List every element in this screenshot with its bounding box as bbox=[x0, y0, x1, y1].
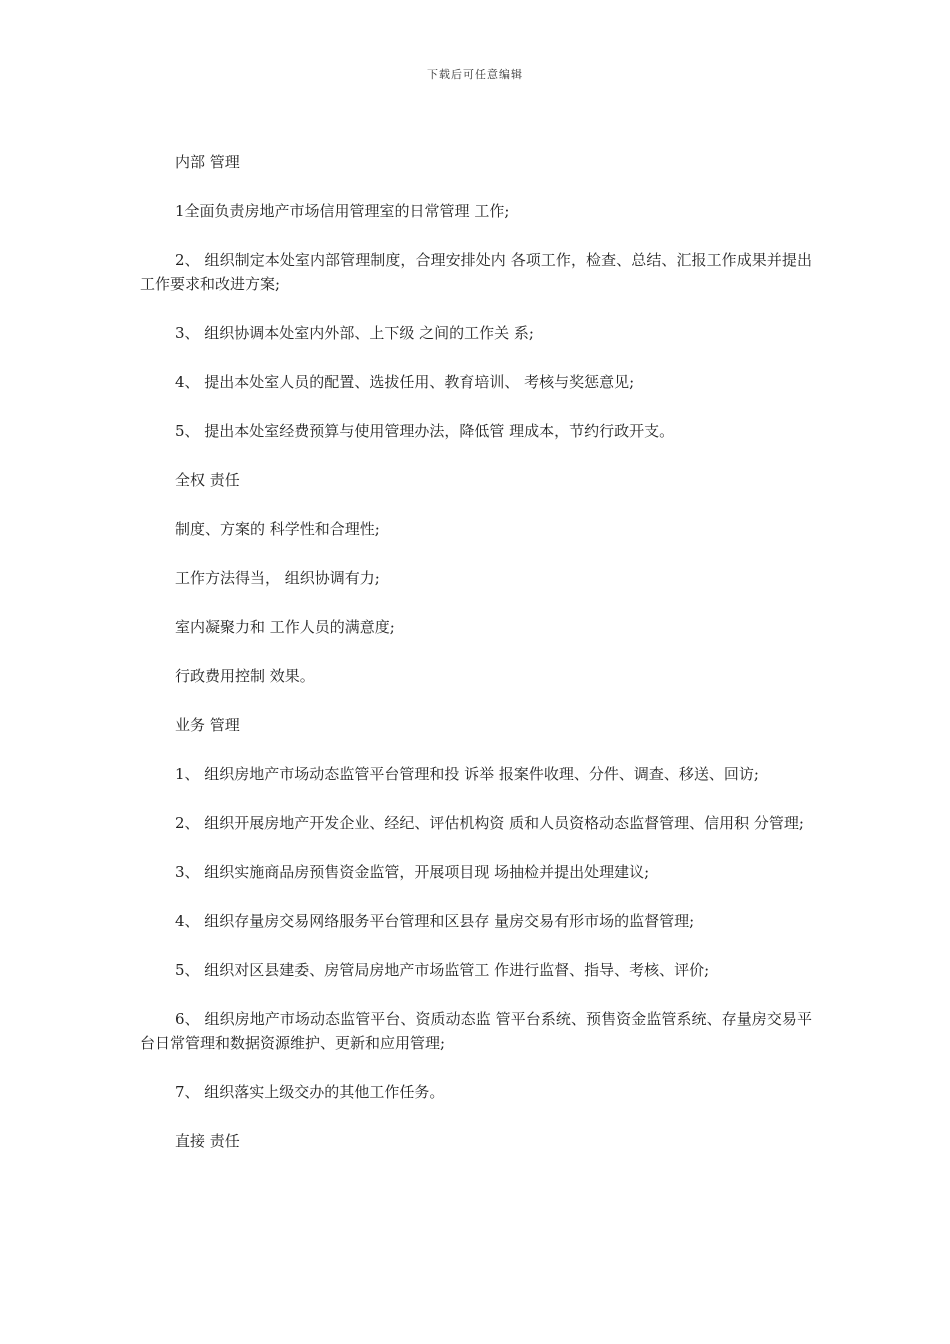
paragraph: 2、 组织开展房地产开发企业、经纪、评估机构资 质和人员资格动态监督管理、信用积 分管理; bbox=[175, 814, 804, 832]
paragraph: 2、 组织制定本处室内部管理制度，合理安排处内 各项工作，检查、总结、汇报工作成果并提出 工作要求和改进方案; bbox=[140, 251, 817, 293]
document-body bbox=[140, 150, 817, 1178]
section-heading-internal-management: 内部 管理 bbox=[175, 153, 240, 171]
paragraph: 5、 组织对区县建委、房管局房地产市场监管工 作进行监督、指导、考核、评价; bbox=[175, 961, 710, 979]
section-heading-business-management: 业务 管理 bbox=[175, 716, 240, 734]
paragraph: 7、 组织落实上级交办的其他工作任务。 bbox=[175, 1083, 445, 1101]
header-note: 下载后可任意编辑 bbox=[427, 68, 523, 81]
paragraph: 工作方法得当， 组织协调有力; bbox=[175, 569, 380, 587]
paragraph: 制度、方案的 科学性和合理性; bbox=[175, 520, 380, 538]
paragraph: 1全面负责房地产市场信用管理室的日常管理 工作; bbox=[175, 202, 510, 220]
paragraph: 6、 组织房地产市场动态监管平台、资质动态监 管平台系统、预售资金监管系统、存量房交易平 台日常管理和数据资源维护、更新和应用管理; bbox=[140, 1010, 817, 1052]
paragraph: 3、 组织实施商品房预售资金监管，开展项目现 场抽检并提出处理建议; bbox=[175, 863, 650, 881]
paragraph: 4、 组织存量房交易网络服务平台管理和区县存 量房交易有形市场的监督管理; bbox=[175, 912, 695, 930]
paragraph: 室内凝聚力和 工作人员的满意度; bbox=[175, 618, 395, 636]
paragraph: 4、 提出本处室人员的配置、选拔任用、教育培训、 考核与奖惩意见; bbox=[175, 373, 635, 391]
paragraph: 5、 提出本处室经费预算与使用管理办法，降低管 理成本，节约行政开支。 bbox=[175, 422, 675, 440]
paragraph: 行政费用控制 效果。 bbox=[175, 667, 315, 685]
paragraph: 3、 组织协调本处室内外部、上下级 之间的工作关 系; bbox=[175, 324, 534, 342]
section-heading-full-responsibility: 全权 责任 bbox=[175, 471, 240, 489]
paragraph: 1、 组织房地产市场动态监管平台管理和投 诉举 报案件收理、分件、调查、移送、回访; bbox=[175, 765, 759, 783]
section-heading-direct-responsibility: 直接 责任 bbox=[175, 1132, 240, 1150]
